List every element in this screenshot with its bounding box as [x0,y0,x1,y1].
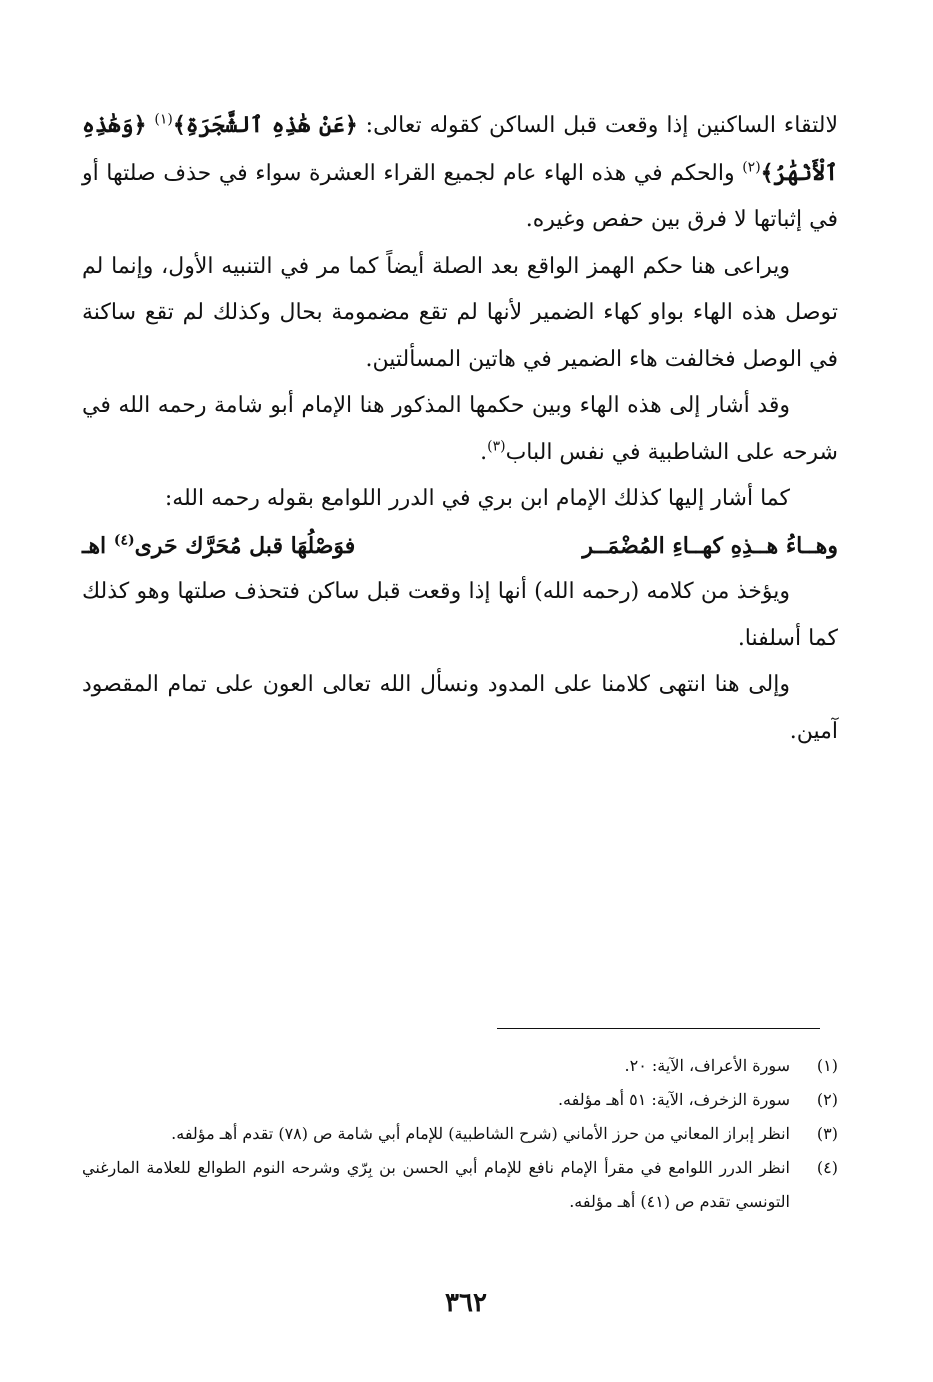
poem-first-hemistich: وهــاءُ هــذِهِ كهــاءِ المُضْمَــر [582,532,838,559]
paragraphs-after-poem [82,569,838,755]
paragraph-text: والحكم في هذه الهاء عام لجميع القراء العشرة سواء في حذف صلتها أو في إثباتها لا فرق بين حفص وغيره. [82,160,838,232]
footnote-item [82,1083,838,1117]
footnote-number: (٤) [816,1158,838,1177]
footnote-marker: (١) [154,111,173,128]
footnote-marker: (٣) [487,438,506,455]
footnote-text: سورة الأعراف، الآية: ٢٠. [624,1056,790,1075]
poem-verse [82,523,838,570]
paragraph-text: كما أشار إليها كذلك الإمام ابن بري في الدرر اللوامع بقوله رحمه الله: [164,486,790,511]
page-number: ٣٦٢ [445,1288,487,1318]
footnote-number: (٢) [816,1090,838,1109]
footnote-item [82,1049,838,1083]
footnote-number: (٣) [816,1124,838,1143]
paragraph [82,476,838,523]
footnote-item [82,1117,838,1151]
footnote-marker: (٤) [113,532,135,549]
quran-verse: ﴿وَهَٰذِهِ ٱلْأَنْهَٰرُ﴾ [82,112,838,186]
footnote-text: انظر إبراز المعاني من حرز الأماني (شرح الشاطبية) للإمام أبي شامة ص (٧٨) تقدم أهـ مؤلفه. [171,1124,790,1143]
poem-second-hemistich [82,523,355,570]
paragraph [82,244,838,384]
paragraph-text: لالتقاء الساكنين إذا وقعت قبل الساكن كقوله تعالى: [357,113,838,138]
quran-verse: ﴿عَنْ هَٰذِهِ ٱلشَّجَرَةِ﴾ [172,112,358,138]
footnote-marker: (٢) [742,159,761,176]
paragraph [82,383,838,476]
footnote-separator-rule [497,1028,820,1029]
paragraph-text: ويؤخذ من كلامه (رحمه الله) أنها إذا وقعت قبل ساكن فتحذف صلتها وهو كذلك كما أسلفنا. [82,579,838,651]
footnote-item [82,1151,838,1219]
paragraph-text: . [480,439,488,465]
paragraph [82,569,838,662]
footnote-text: انظر الدرر اللوامع في مقرأ الإمام نافع للإمام أبي الحسن بن بِرّي وشرحه النوم الطوالع للعلامة المارغني التونسي تقدم ص (٤١) أهـ مؤلفه. [82,1158,790,1211]
paragraph [82,662,838,755]
footnote-number: (١) [816,1056,838,1075]
footnote-text: سورة الزخرف، الآية: ٥١ أهـ مؤلفه. [557,1090,790,1109]
paragraph-text: وإلى هنا انتهى كلامنا على المدود ونسأل الله تعالى العون على تمام المقصود آمين. [82,672,838,744]
paragraph-text: ويراعى هنا حكم الهمز الواقع بعد الصلة أيضاً كما مر في التنبيه الأول، وإنما لم توصل هذه الهاء بواو كهاء الضمير لأنها لم تقع مضمومة بحال وكذلك لم تقع ساكنة في الوصل فخالفت هاء الضمير في هاتين المسألتين. [82,253,838,372]
poem-second-hemistich-text: فوَصْلُهَا قبل مُحَرَّك حَرى [134,532,356,559]
footnotes-section [82,1049,838,1219]
main-text-body [82,102,838,755]
paragraph [82,102,838,244]
poem-end-mark: اهـ [82,532,114,559]
paragraphs-before-poem [82,102,838,523]
paragraph-text: وقد أشار إلى هذه الهاء وبين حكمها المذكور هنا الإمام أبو شامة رحمه الله في شرحه على الشاطبية في نفس الباب [82,393,838,465]
